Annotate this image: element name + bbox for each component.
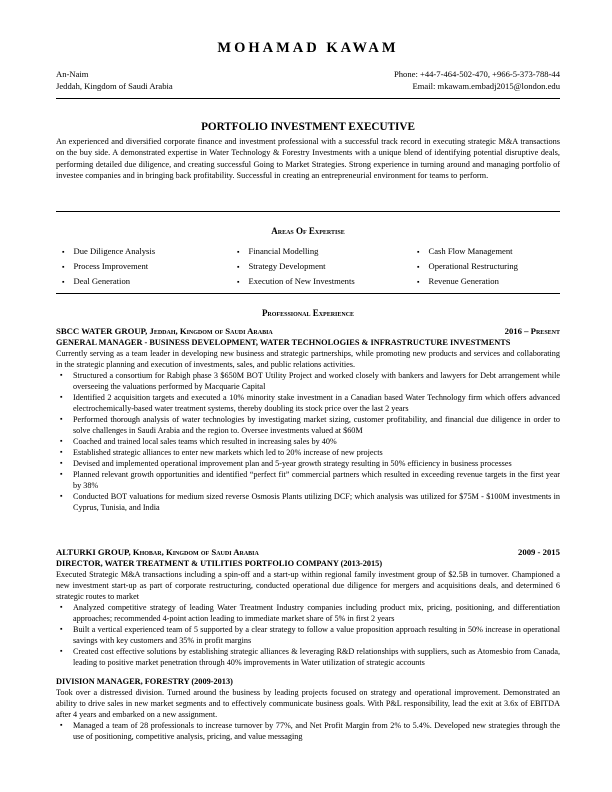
expertise-col-1 (56, 244, 155, 289)
experience-heading-text: Professional Experience (261, 308, 355, 318)
expertise-divider (56, 293, 560, 294)
job1-bullet: ▪ Planned relevant growth opportunities and identified “perfect fit” commercial partners which resulted in exceeding revenue targets in the first year by 38% (56, 469, 560, 491)
expertise-item: ▪ Deal Generation (56, 274, 155, 289)
job2-bullet: ▪ Analyzed competitive strategy of leading Water Treatment Industry companies including product mix, pricing, positioning, and differentiation approaches; recommended 4-point action leading to immediate market share of 5% in first 2 years (56, 602, 560, 624)
expertise-item: ▪ Due Diligence Analysis (56, 244, 155, 259)
expertise-item: ▪ Execution of New Investments (231, 274, 355, 289)
job1-bullet: ▪ Devised and implemented operational improvement plan and 5-year growth strategy resulting in 50% efficiency in business processes (56, 458, 560, 469)
expertise-item: ▪ Revenue Generation (411, 274, 518, 289)
job1-role: GENERAL MANAGER - BUSINESS DEVELOPMENT, WATER TECHNOLOGIES & INFRASTRUCTURE INVESTMENTS (56, 338, 511, 347)
job2-company: ALTURKI GROUP, Khobar, Kingdom of Saudi Arabia (56, 547, 259, 557)
job1-intro: Currently serving as a team leader in developing new business and strategic partnerships, while promoting new products and services and collaborating in the strategic planning and execution of investments, sales, and public relations activities. (56, 349, 560, 369)
job1-company: SBCC WATER GROUP, Jeddah, Kingdom of Saudi Arabia (56, 326, 273, 336)
job2-intro: Executed Strategic M&A transactions including a spin-off and a start-up within regional family investment group of $2.5B in turnover. Championed a new investment start-up as part of corporate restructuring, conducted operational due diligence for mergers and acquisitions deals, and determined 6 strategic routes to market (56, 570, 560, 601)
job1-bullet: ▪ Established strategic alliances to enter new markets which led to 20% increase of new projects (56, 447, 560, 458)
job2-header (56, 547, 560, 558)
job2-intro2: Took over a distressed division. Turned around the business by leading projects focused on strategy and operational improvement. Demonstrated an ability to drive sales in new market segments and to effectively communicate business goals. With P&L responsibility, lead the exit at 3.6x of EBITDA after 4 years and embarked on a new assignment. (56, 688, 560, 719)
expertise-heading-text: Areas Of Expertise (271, 226, 345, 236)
candidate-name: MOHAMAD KAWAM (217, 40, 399, 56)
expertise-item: ▪ Operational Restructuring (411, 259, 518, 274)
job1-bullet: ▪ Identified 2 acquisition targets and executed a 10% minority stake investment in a Canadian based Water Technology firm which offers advanced electrochemically-based water treatment systems, thereby doubling its stock price over the last 2 years (56, 392, 560, 414)
job1-bullet: ▪ Coached and trained local sales teams which resulted in increasing sales by 40% (56, 436, 560, 447)
job1-bullet: ▪ Performed thorough analysis of water technologies by investigating market sizing, customer profitability, and financial due diligence in order to solve challenges in Saudi Arabia and the region to. Oversee investments valued at $60M (56, 414, 560, 436)
job1-bullet: ▪ Structured a consortium for Rabigh phase 3 $650M BOT Utility Project and worked closely with bankers and lawyers for Debt arrangement while overseeing the valuations performed by Macquarie Capital (56, 370, 560, 392)
job2-bullets2 (56, 720, 560, 742)
expertise-item: ▪ Strategy Development (231, 259, 355, 274)
professional-title: PORTFOLIO INVESTMENT EXECUTIVE (201, 121, 415, 133)
email-line: Email: mkawam.embadj2015@london.edu (412, 81, 560, 92)
expertise-col-3 (411, 244, 518, 289)
job2-dates: 2009 - 2015 (518, 547, 560, 557)
job2-bullet: ▪ Built a vertical experienced team of 5 supported by a clear strategy to follow a value proposition approach resulting in 50% increase in operational savings with key customers and 35% in profit margins (56, 624, 560, 646)
expertise-item: ▪ Cash Flow Management (411, 244, 518, 259)
job1-bullets (56, 370, 560, 513)
job2-role: DIRECTOR, WATER TREATMENT & UTILITIES PORTFOLIO COMPANY (2013-2015) (56, 559, 383, 568)
job2-bullets (56, 602, 560, 668)
job2-role2: DIVISION MANAGER, FORESTRY (2009-2013) (56, 677, 233, 686)
job2-bullet2: ▪ Managed a team of 28 professionals to increase turnover by 77%, and Net Profit Margin from 2% to 5.4%. Developed new strategies through the use of positioning, competitive analysis, pricing, and value messaging (56, 720, 560, 742)
expertise-item: ▪ Financial Modelling (231, 244, 355, 259)
job1-dates: 2016 – Present (504, 326, 560, 336)
job1-header (56, 326, 560, 337)
expertise-heading (56, 226, 560, 236)
experience-heading (56, 308, 560, 318)
job2-bullet: ▪ Created cost effective solutions by establishing strategic alliances & leveraging R&D relationships with suppliers, such as Atomesbio from Canada, leading to positive market penetration through 40% improvements in Water utilization of strategic accounts (56, 646, 560, 668)
summary-divider (56, 211, 560, 212)
phone-line: Phone: +44-7-464-502-470, +966-5-373-788-44 (393, 69, 560, 79)
expertise-item: ▪ Process Improvement (56, 259, 155, 274)
location-line1: An-Naim (56, 69, 89, 79)
location-line2: Jeddah, Kingdom of Saudi Arabia (56, 81, 173, 92)
summary-paragraph: An experienced and diversified corporate finance and investment professional with a successful track record in executing strategic M&A transactions on the buy side. A demonstrated expertise in Water Technology & Forestry Investments with a unique blend of identifying potential disruptive deals, performing detailed due diligence, and creating successful Going to Market Strategies. Strong experience in turning around and managing portfolio of investee companies and in bringing back profitability. Successful in creating an entrepreneurial environment for teams to perform. (56, 137, 560, 180)
job1-bullet: ▪ Conducted BOT valuations for medium sized reverse Osmosis Plants utilizing DCF; which analysis was utilized for $75M - $100M investments in Cyprus, Tunisia, and India (56, 491, 560, 513)
header-divider (56, 98, 560, 99)
expertise-col-2 (231, 244, 355, 289)
